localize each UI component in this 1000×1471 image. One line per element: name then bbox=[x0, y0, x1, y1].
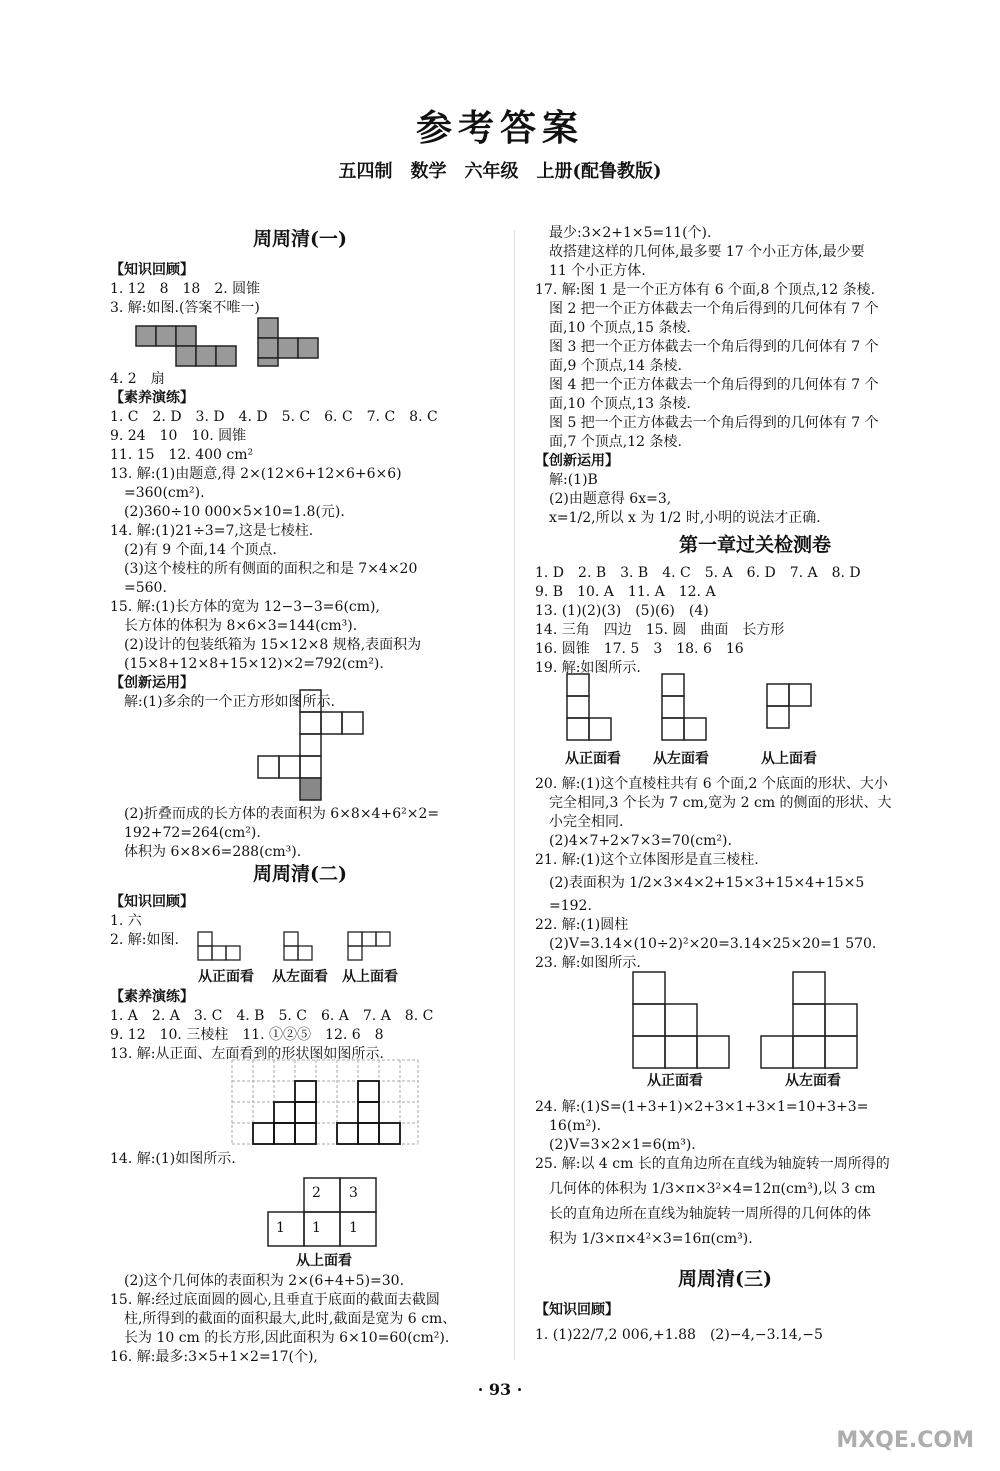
answer-line: =360(cm²). bbox=[124, 485, 205, 501]
answer-line: (2)V=3×2×1=6(m³). bbox=[549, 1137, 696, 1153]
answer-line: (2)4×7+2×7×3=70(cm²). bbox=[549, 833, 732, 849]
answer-line: 11. 15 12. 400 cm² bbox=[110, 447, 254, 463]
answer-line: 面,10 个顶点,13 条棱. bbox=[549, 396, 691, 412]
section-label: 【素养演练】 bbox=[110, 989, 194, 1005]
answer-line: 1. 12 8 18 2. 圆锥 bbox=[110, 281, 261, 297]
views-diagram-q19 bbox=[567, 674, 827, 744]
answer-line: 15. 解:(1)长方体的宽为 12−3−3=6(cm), bbox=[110, 599, 380, 615]
answer-line: 解:(1)B bbox=[549, 472, 598, 488]
view-caption: 从上面看 bbox=[342, 969, 398, 985]
answer-line: 14. 三角 四边 15. 圆 曲面 长方形 bbox=[535, 622, 785, 638]
answer-line: =192. bbox=[549, 898, 592, 914]
answer-line: 图 4 把一个正方体截去一个角后得到的几何体有 7 个 bbox=[549, 377, 879, 393]
answer-line: (2)设计的包装纸箱为 15×12×8 规格,表面积为 bbox=[124, 637, 422, 653]
view-caption: 从左面看 bbox=[653, 751, 709, 767]
answer-line: 21. 解:(1)这个立体图形是直三棱柱. bbox=[535, 852, 759, 868]
answer-line: (2)表面积为 1/2×3×4×2+15×3+15×4+15×5 bbox=[549, 875, 865, 891]
watermark-logo: MXQE.COM bbox=[836, 1428, 974, 1453]
section-heading: 周周清(三) bbox=[678, 1268, 772, 1290]
answer-line: 长方体的体积为 8×6×3=144(cm³). bbox=[124, 618, 358, 634]
cell-number: 2 bbox=[312, 1185, 321, 1201]
answer-line: 体积为 6×8×6=288(cm³). bbox=[124, 844, 302, 860]
answer-line: 22. 解:(1)圆柱 bbox=[535, 917, 629, 933]
answer-line: 13. 解:从正面、左面看到的形状图如图所示. bbox=[110, 1046, 384, 1062]
answer-line: (2)V=3.14×(10÷2)²×20=3.14×25×20=1 570. bbox=[549, 936, 877, 952]
answer-line: 1. 六 bbox=[110, 913, 142, 929]
cell-number: 1 bbox=[276, 1220, 285, 1236]
answer-line: 面,10 个顶点,15 条棱. bbox=[549, 320, 691, 336]
answer-line: 几何体的体积为 1/3×π×3²×4=12π(cm³),以 3 cm bbox=[549, 1181, 876, 1197]
answer-line: 14. 解:(1)21÷3=7,这是七棱柱. bbox=[110, 523, 314, 539]
answer-line: 16(m²). bbox=[549, 1118, 602, 1134]
section-heading: 第一章过关检测卷 bbox=[678, 534, 831, 556]
view-caption: 从正面看 bbox=[647, 1073, 703, 1089]
answer-line: 3. 解:如图.(答案不唯一) bbox=[110, 300, 260, 316]
answer-line: 积为 1/3×π×4²×3=16π(cm³). bbox=[549, 1231, 753, 1247]
view-caption: 从上面看 bbox=[761, 751, 817, 767]
view-caption: 从正面看 bbox=[565, 751, 621, 767]
page-title: 参考答案 bbox=[415, 107, 584, 149]
answer-line: 2. 解:如图. bbox=[110, 932, 179, 948]
answer-line: 24. 解:(1)S=(1+3+1)×2+3×1+3×1=10+3+3= bbox=[535, 1099, 869, 1115]
views-diagram-q2 bbox=[198, 932, 468, 966]
answer-line: (2)折叠而成的长方体的表面积为 6×8×4+6²×2= bbox=[124, 806, 440, 822]
view-caption: 从左面看 bbox=[272, 969, 328, 985]
answer-line: 25. 解:以 4 cm 长的直角边所在直线为轴旋转一周所得的 bbox=[535, 1156, 890, 1172]
answer-line: 完全相同,3 个长为 7 cm,宽为 2 cm 的侧面的形状、大 bbox=[549, 795, 892, 811]
answer-line: 9. B 10. A 11. A 12. A bbox=[535, 584, 716, 600]
view-caption: 从上面看 bbox=[296, 1253, 352, 1269]
answer-line: 13. 解:(1)由题意,得 2×(12×6+12×6+6×6) bbox=[110, 466, 402, 482]
answer-line: 16. 圆锥 17. 5 3 18. 6 16 bbox=[535, 641, 744, 657]
answer-line: 11 个小正方体. bbox=[549, 263, 646, 279]
column-divider bbox=[514, 230, 515, 1360]
answer-line: 15. 解:经过底面圆的圆心,且垂直于底面的截面去截圆 bbox=[110, 1292, 440, 1308]
net-diagram-2 bbox=[258, 690, 382, 800]
section-label: 【创新运用】 bbox=[535, 453, 619, 469]
answer-line: x=1/2,所以 x 为 1/2 时,小明的说法才正确. bbox=[549, 510, 821, 526]
views-diagram-q23 bbox=[633, 972, 863, 1068]
answer-line: 1. D 2. B 3. B 4. C 5. A 6. D 7. A 8. D bbox=[535, 565, 861, 581]
answer-line: 17. 解:图 1 是一个正方体有 6 个面,8 个顶点,12 条棱. bbox=[535, 282, 876, 298]
page-subtitle: 五四制 数学 六年级 上册(配鲁教版) bbox=[338, 161, 662, 182]
grid-views-diagram bbox=[232, 1060, 418, 1144]
answer-line: 最少:3×2+1×5=11(个). bbox=[549, 225, 712, 241]
answer-line: (2)有 9 个面,14 个顶点. bbox=[124, 542, 277, 558]
answer-line: 9. 12 10. 三棱柱 11. ①②⑤ 12. 6 8 bbox=[110, 1027, 384, 1043]
section-heading: 周周清(一) bbox=[253, 228, 347, 250]
answer-line: 面,9 个顶点,14 条棱. bbox=[549, 358, 682, 374]
cell-number: 1 bbox=[312, 1220, 321, 1236]
cell-number: 1 bbox=[349, 1220, 358, 1236]
answer-line: 1. C 2. D 3. D 4. D 5. C 6. C 7. C 8. C bbox=[110, 409, 438, 425]
view-caption: 从正面看 bbox=[198, 969, 254, 985]
page-number: · 93 · bbox=[477, 1380, 523, 1399]
section-label: 【知识回顾】 bbox=[110, 894, 194, 910]
view-caption: 从左面看 bbox=[785, 1073, 841, 1089]
answer-line: 13. (1)(2)(3) (5)(6) (4) bbox=[535, 603, 709, 619]
answer-line: (2)这个几何体的表面积为 2×(6+4+5)=30. bbox=[124, 1273, 405, 1289]
answer-line: 1. (1)22/7,2 006,+1.88 (2)−4,−3.14,−5 bbox=[535, 1327, 823, 1343]
answer-line: 长为 10 cm 的长方形,因此面积为 6×10=60(cm²). bbox=[124, 1330, 450, 1346]
section-label: 【知识回顾】 bbox=[110, 262, 194, 278]
answer-line: 柱,所得到的截面的面积最大,此时,截面是宽为 6 cm、 bbox=[124, 1311, 457, 1327]
answer-line: 小完全相同. bbox=[549, 814, 624, 830]
answer-line: =560. bbox=[124, 580, 167, 596]
answer-line: 图 3 把一个正方体截去一个角后得到的几何体有 7 个 bbox=[549, 339, 879, 355]
section-label: 【创新运用】 bbox=[110, 675, 194, 691]
answer-line: (3)这个棱柱的所有侧面的面积之和是 7×4×20 bbox=[124, 561, 418, 577]
answer-line: 20. 解:(1)这个直棱柱共有 6 个面,2 个底面的形状、大小 bbox=[535, 776, 888, 792]
section-heading: 周周清(二) bbox=[253, 863, 347, 885]
answer-line: (2)由题意得 6x=3, bbox=[549, 491, 672, 507]
answer-line: 图 5 把一个正方体截去一个角后得到的几何体有 7 个 bbox=[549, 415, 879, 431]
answer-line: 16. 解:最多:3×5+1×2=17(个), bbox=[110, 1349, 318, 1365]
answer-line: 解:(1)多余的一个正方形如图所示. bbox=[124, 694, 335, 710]
answer-line: 23. 解:如图所示. bbox=[535, 955, 641, 971]
answer-line: 长的直角边所在直线为轴旋转一周所得的几何体的体 bbox=[549, 1206, 871, 1222]
answer-line: 面,7 个顶点,12 条棱. bbox=[549, 434, 682, 450]
net-diagram-1 bbox=[136, 318, 326, 366]
cell-number: 3 bbox=[349, 1185, 358, 1201]
answer-line: 1. A 2. A 3. C 4. B 5. C 6. A 7. A 8. C bbox=[110, 1008, 434, 1024]
answer-line: (2)360÷10 000×5×10=1.8(元). bbox=[124, 504, 345, 520]
answer-line: 9. 24 10 10. 圆锥 bbox=[110, 428, 247, 444]
answer-line: 192+72=264(cm²). bbox=[124, 825, 261, 841]
section-label: 【素养演练】 bbox=[110, 390, 194, 406]
answer-line: 故搭建这样的几何体,最多要 17 个小正方体,最少要 bbox=[549, 244, 865, 260]
answer-line: 4. 2 扇 bbox=[110, 371, 165, 387]
answer-line: 14. 解:(1)如图所示. bbox=[110, 1151, 236, 1167]
answer-line: (15×8+12×8+15×12)×2=792(cm²). bbox=[124, 656, 384, 672]
answer-line: 19. 解:如图所示. bbox=[535, 660, 641, 676]
section-label: 【知识回顾】 bbox=[535, 1302, 619, 1318]
answer-line: 图 2 把一个正方体截去一个角后得到的几何体有 7 个 bbox=[549, 301, 879, 317]
